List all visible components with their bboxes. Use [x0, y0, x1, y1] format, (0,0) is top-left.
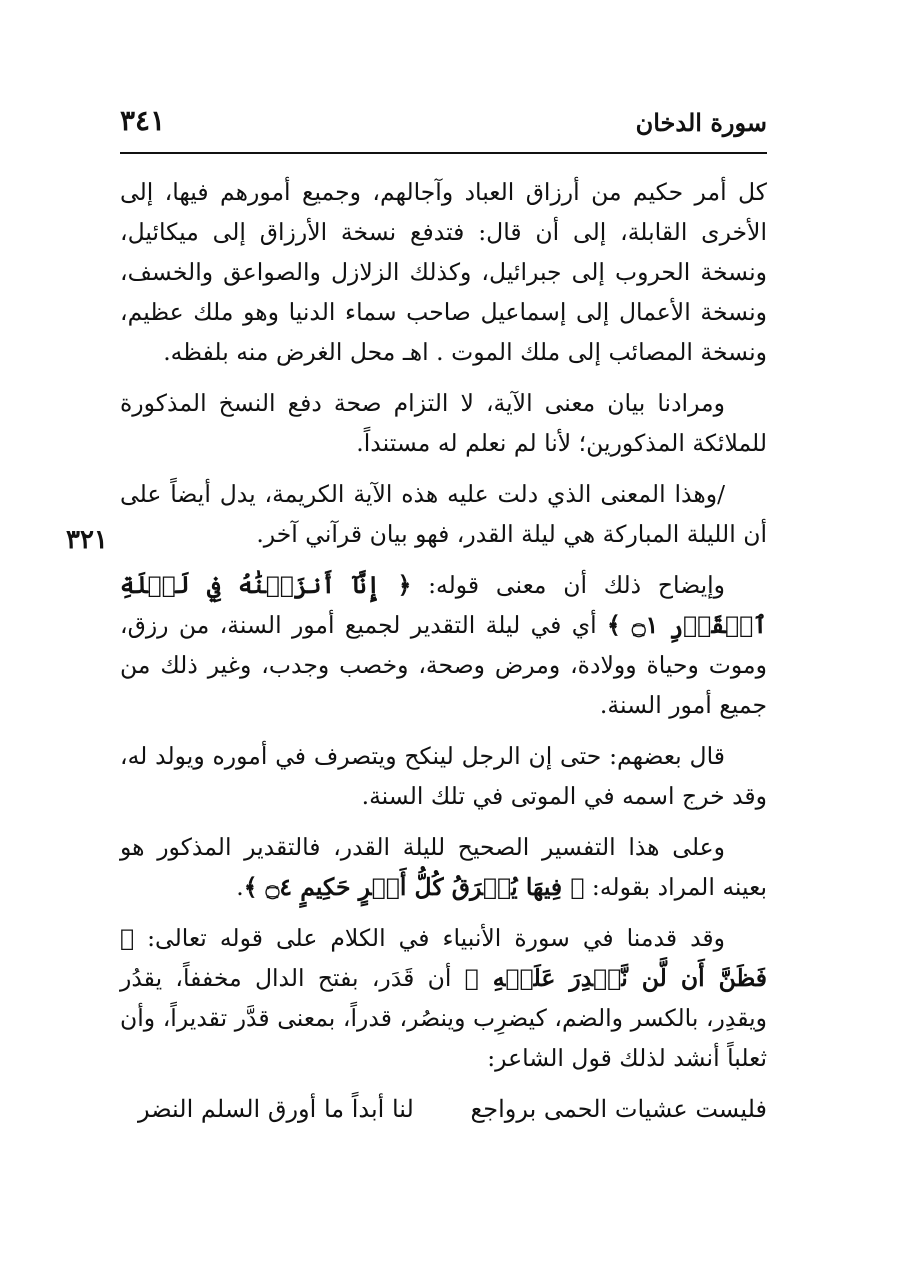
surah-title: سورة الدخان [635, 108, 767, 137]
quran-verse-anbiya: ﴿ فَظَنَّ أَن لَّن نَّقۡدِرَ عَلَيۡهِ ﴾ [120, 924, 767, 992]
paragraph-7-rest: أن قَدَر، بفتح الدال مخففاً، يقدُر ويقدِر، بالكسر والضم، كيضرِب وينصُر، قدراً، بمعنى قدَّر تقديراً، وأن ثعلباً أنشد لذلك قول الشاعر: [120, 964, 767, 1072]
paragraph-3 [120, 474, 767, 554]
paragraph-7-lead: وقد قدمنا في سورة الأنبياء في الكلام على قوله تعالى: [134, 924, 725, 952]
page-break-marker: / [717, 480, 725, 508]
paragraph-7 [120, 918, 767, 1078]
verse-first-hemistich: فليست عشيات الحمى برواجع [470, 1095, 767, 1123]
paragraph-2: ومرادنا بيان معنى الآية، لا التزام صحة دفع النسخ المذكورة للملائكة المذكورين؛ لأنا لم نعلم له مستنداً. [120, 389, 767, 457]
page-header [120, 104, 767, 154]
poetry-verse [120, 1089, 767, 1129]
paragraph-4 [120, 565, 767, 725]
paragraph-6 [120, 827, 767, 907]
paragraph-6-rest: . [236, 873, 244, 901]
paragraph-4-rest: أي في ليلة التقدير لجميع أمور السنة، من رزق، وموت وحياة وولادة، ومرض وصحة، وخصب وجدب، وغير ذلك من جميع أمور السنة. [120, 611, 767, 719]
quran-verse-qadr: ﴿ إِنَّآ أَنزَلۡنَٰهُ فِي لَيۡلَةِ ٱلۡقَدۡرِ ۝١ ﴾ [120, 571, 768, 639]
page-body [120, 172, 767, 1129]
paragraph-4-lead: وإيضاح ذلك أن معنى قوله: [411, 571, 725, 599]
paragraph-1: كل أمر حكيم من أرزاق العباد وآجالهم، وجميع أمورهم فيها، إلى الأخرى القابلة، إلى أن قال: فتدفع نسخة الأرزاق إلى ميكائيل، ونسخة الحروب إلى جبرائيل، وكذلك الزلازل والصواعق والخسف، ونسخة الأعمال إلى إسماعيل صاحب سماء الدنيا وهو ملك عظيم، ونسخة المصائب إلى ملك الموت . اهـ محل الغرض منه بلفظه. [120, 178, 767, 366]
page-number: ٣٤١ [120, 104, 166, 137]
verse-second-hemistich: لنا أبداً ما أورق السلم النضر [138, 1095, 414, 1123]
paragraph-6-lead: وعلى هذا التفسير الصحيح لليلة القدر، فالتقدير المذكور هو بعينه المراد بقوله: [120, 833, 767, 901]
quran-verse-dukhan: ﴿ فِيهَا يُفۡرَقُ كُلُّ أَمۡرٍ حَكِيمٍ ۝٤ ﴾ [243, 873, 585, 901]
margin-page-number: ٣٢١ [66, 525, 108, 555]
paragraph-5: قال بعضهم: حتى إن الرجل لينكح ويتصرف في أموره ويولد له، وقد خرج اسمه في الموتى في تلك السنة. [120, 742, 767, 810]
paragraph-3-text: وهذا المعنى الذي دلت عليه هذه الآية الكريمة، يدل أيضاً على أن الليلة المباركة هي ليلة القدر، فهو بيان قرآني آخر. [120, 480, 767, 548]
